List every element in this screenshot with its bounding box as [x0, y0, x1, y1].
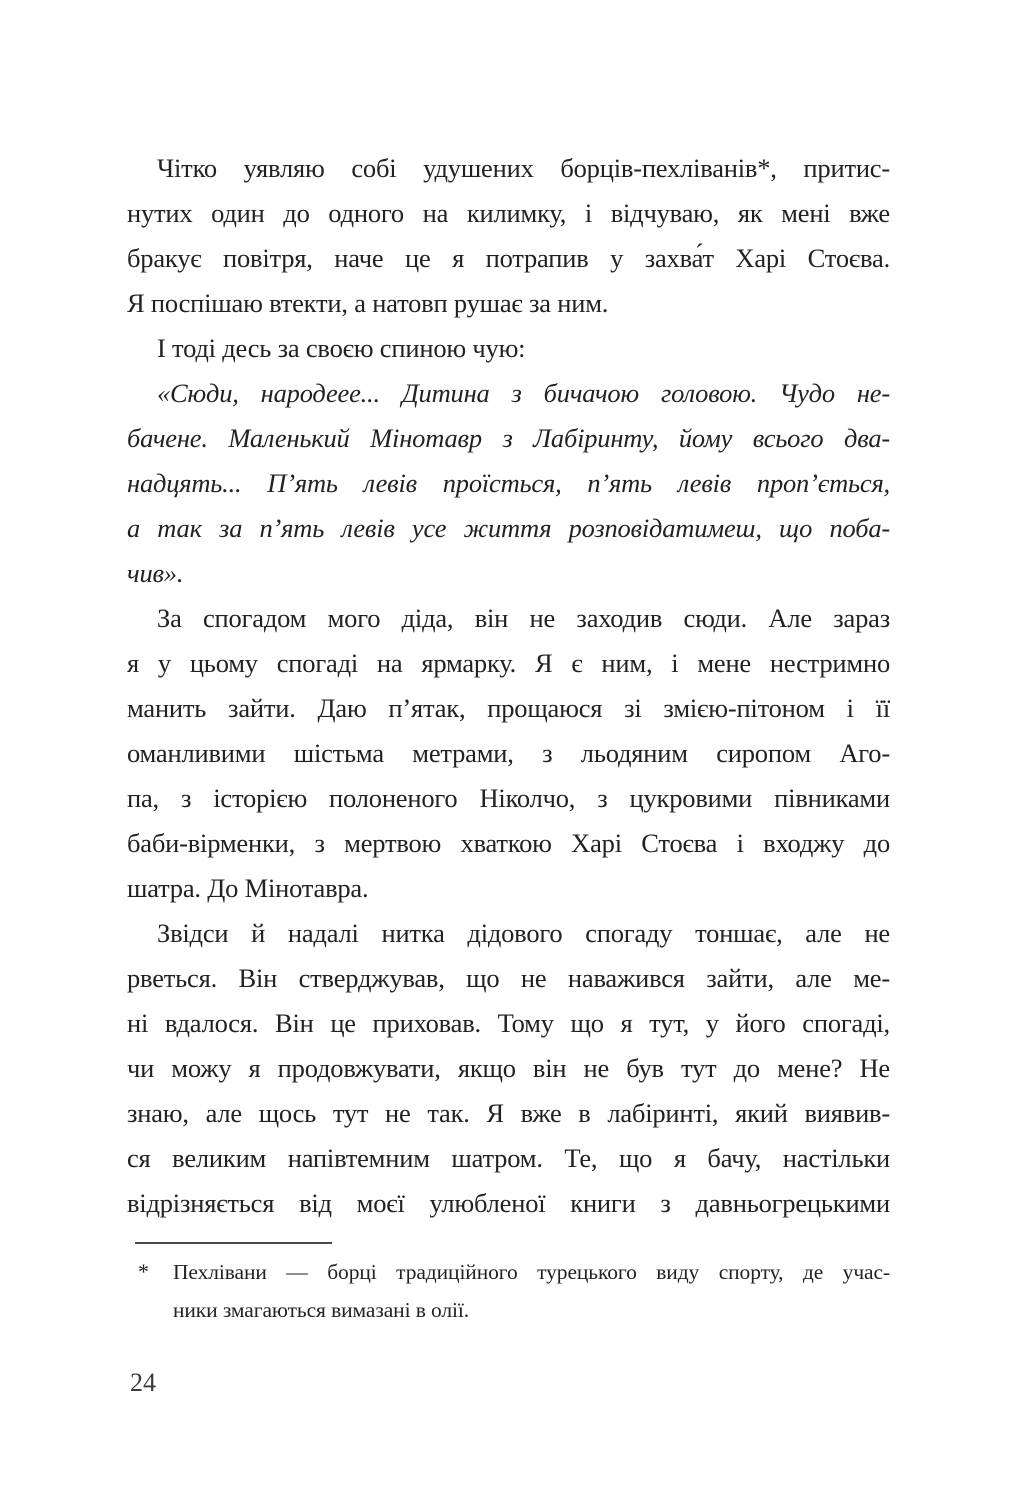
text-line: ні вдалося. Він це приховав. Тому що я тут, у його спогаді, [127, 1008, 890, 1038]
text-line: чи можу я продовжувати, якщо він не був тут до мене? Не [127, 1053, 890, 1083]
paragraph [127, 146, 890, 326]
text-line: ся великим напівтемним шатром. Те, що я бачу, настільки [127, 1143, 890, 1173]
text-line: І тоді десь за своєю спиною чую: [157, 333, 526, 363]
text-line: ники змагаються вимазані в олії. [173, 1298, 470, 1322]
footnote-separator [135, 1242, 332, 1244]
text-line: Звідси й надалі нитка дідового спогаду тоншає, але не [157, 918, 890, 948]
paragraph [127, 596, 890, 911]
text-line: а так за п’ять левів усе життя розповідатимеш, що поба- [127, 513, 890, 543]
footnote-marker: * [138, 1259, 149, 1284]
text-line: баби-вірменки, з мертвою хваткою Харі Стоєва і входжу до [127, 828, 890, 858]
text-line: бачене. Маленький Мінотавр з Лабіринту, йому всього два- [127, 423, 890, 453]
text-line: надцять... П’ять левів проїсться, п’ять левів проп’ється, [127, 468, 890, 498]
text-line: «Сюди, народеее... Дитина з бичачою головою. Чудо не- [157, 378, 890, 408]
text-line: Чітко уявляю собі удушених борців-пехліванів*, притис- [157, 153, 890, 183]
text-line: шатра. До Мінотавра. [127, 873, 369, 903]
text-line: рветься. Він стверджував, що не наважився зайти, але ме- [127, 963, 890, 993]
text-line: знаю, але щось тут не так. Я вже в лабіринті, який виявив- [127, 1098, 890, 1128]
text-line: Я поспішаю втекти, а натовп рушає за ним. [127, 288, 609, 318]
text-line: нутих один до одного на килимку, і відчуваю, як мені вже [127, 198, 890, 228]
text-line: я у цьому спогаді на ярмарку. Я є ним, і мене нестримно [127, 648, 890, 678]
text-line: оманливими шістьма метрами, з льодяним сиропом Аго- [127, 738, 890, 768]
body-text [127, 146, 890, 1226]
text-line: бракує повітря, наче це я потрапив у захва́т Харі Стоєва. [127, 243, 890, 273]
text-line: За спогадом мого діда, він не заходив сюди. Але зараз [157, 603, 890, 633]
text-line: манить зайти. Даю п’ятак, прощаюся зі змією-пітоном і її [127, 693, 890, 723]
page-number: 24 [130, 1368, 156, 1397]
paragraph [127, 371, 890, 596]
text-line: па, з історією полоненого Ніколчо, з цукровими півниками [127, 783, 890, 813]
text-line: Пехлівани — борці традиційного турецького виду спорту, де учас- [173, 1260, 890, 1284]
footnote [127, 1253, 890, 1329]
paragraph [127, 911, 890, 1226]
text-line: відрізняється від моєї улюбленої книги з давньогрецькими [127, 1188, 890, 1218]
text-block [127, 146, 890, 1329]
text-line: чив». [127, 558, 184, 588]
footnote-text [173, 1253, 890, 1329]
paragraph [127, 326, 890, 371]
